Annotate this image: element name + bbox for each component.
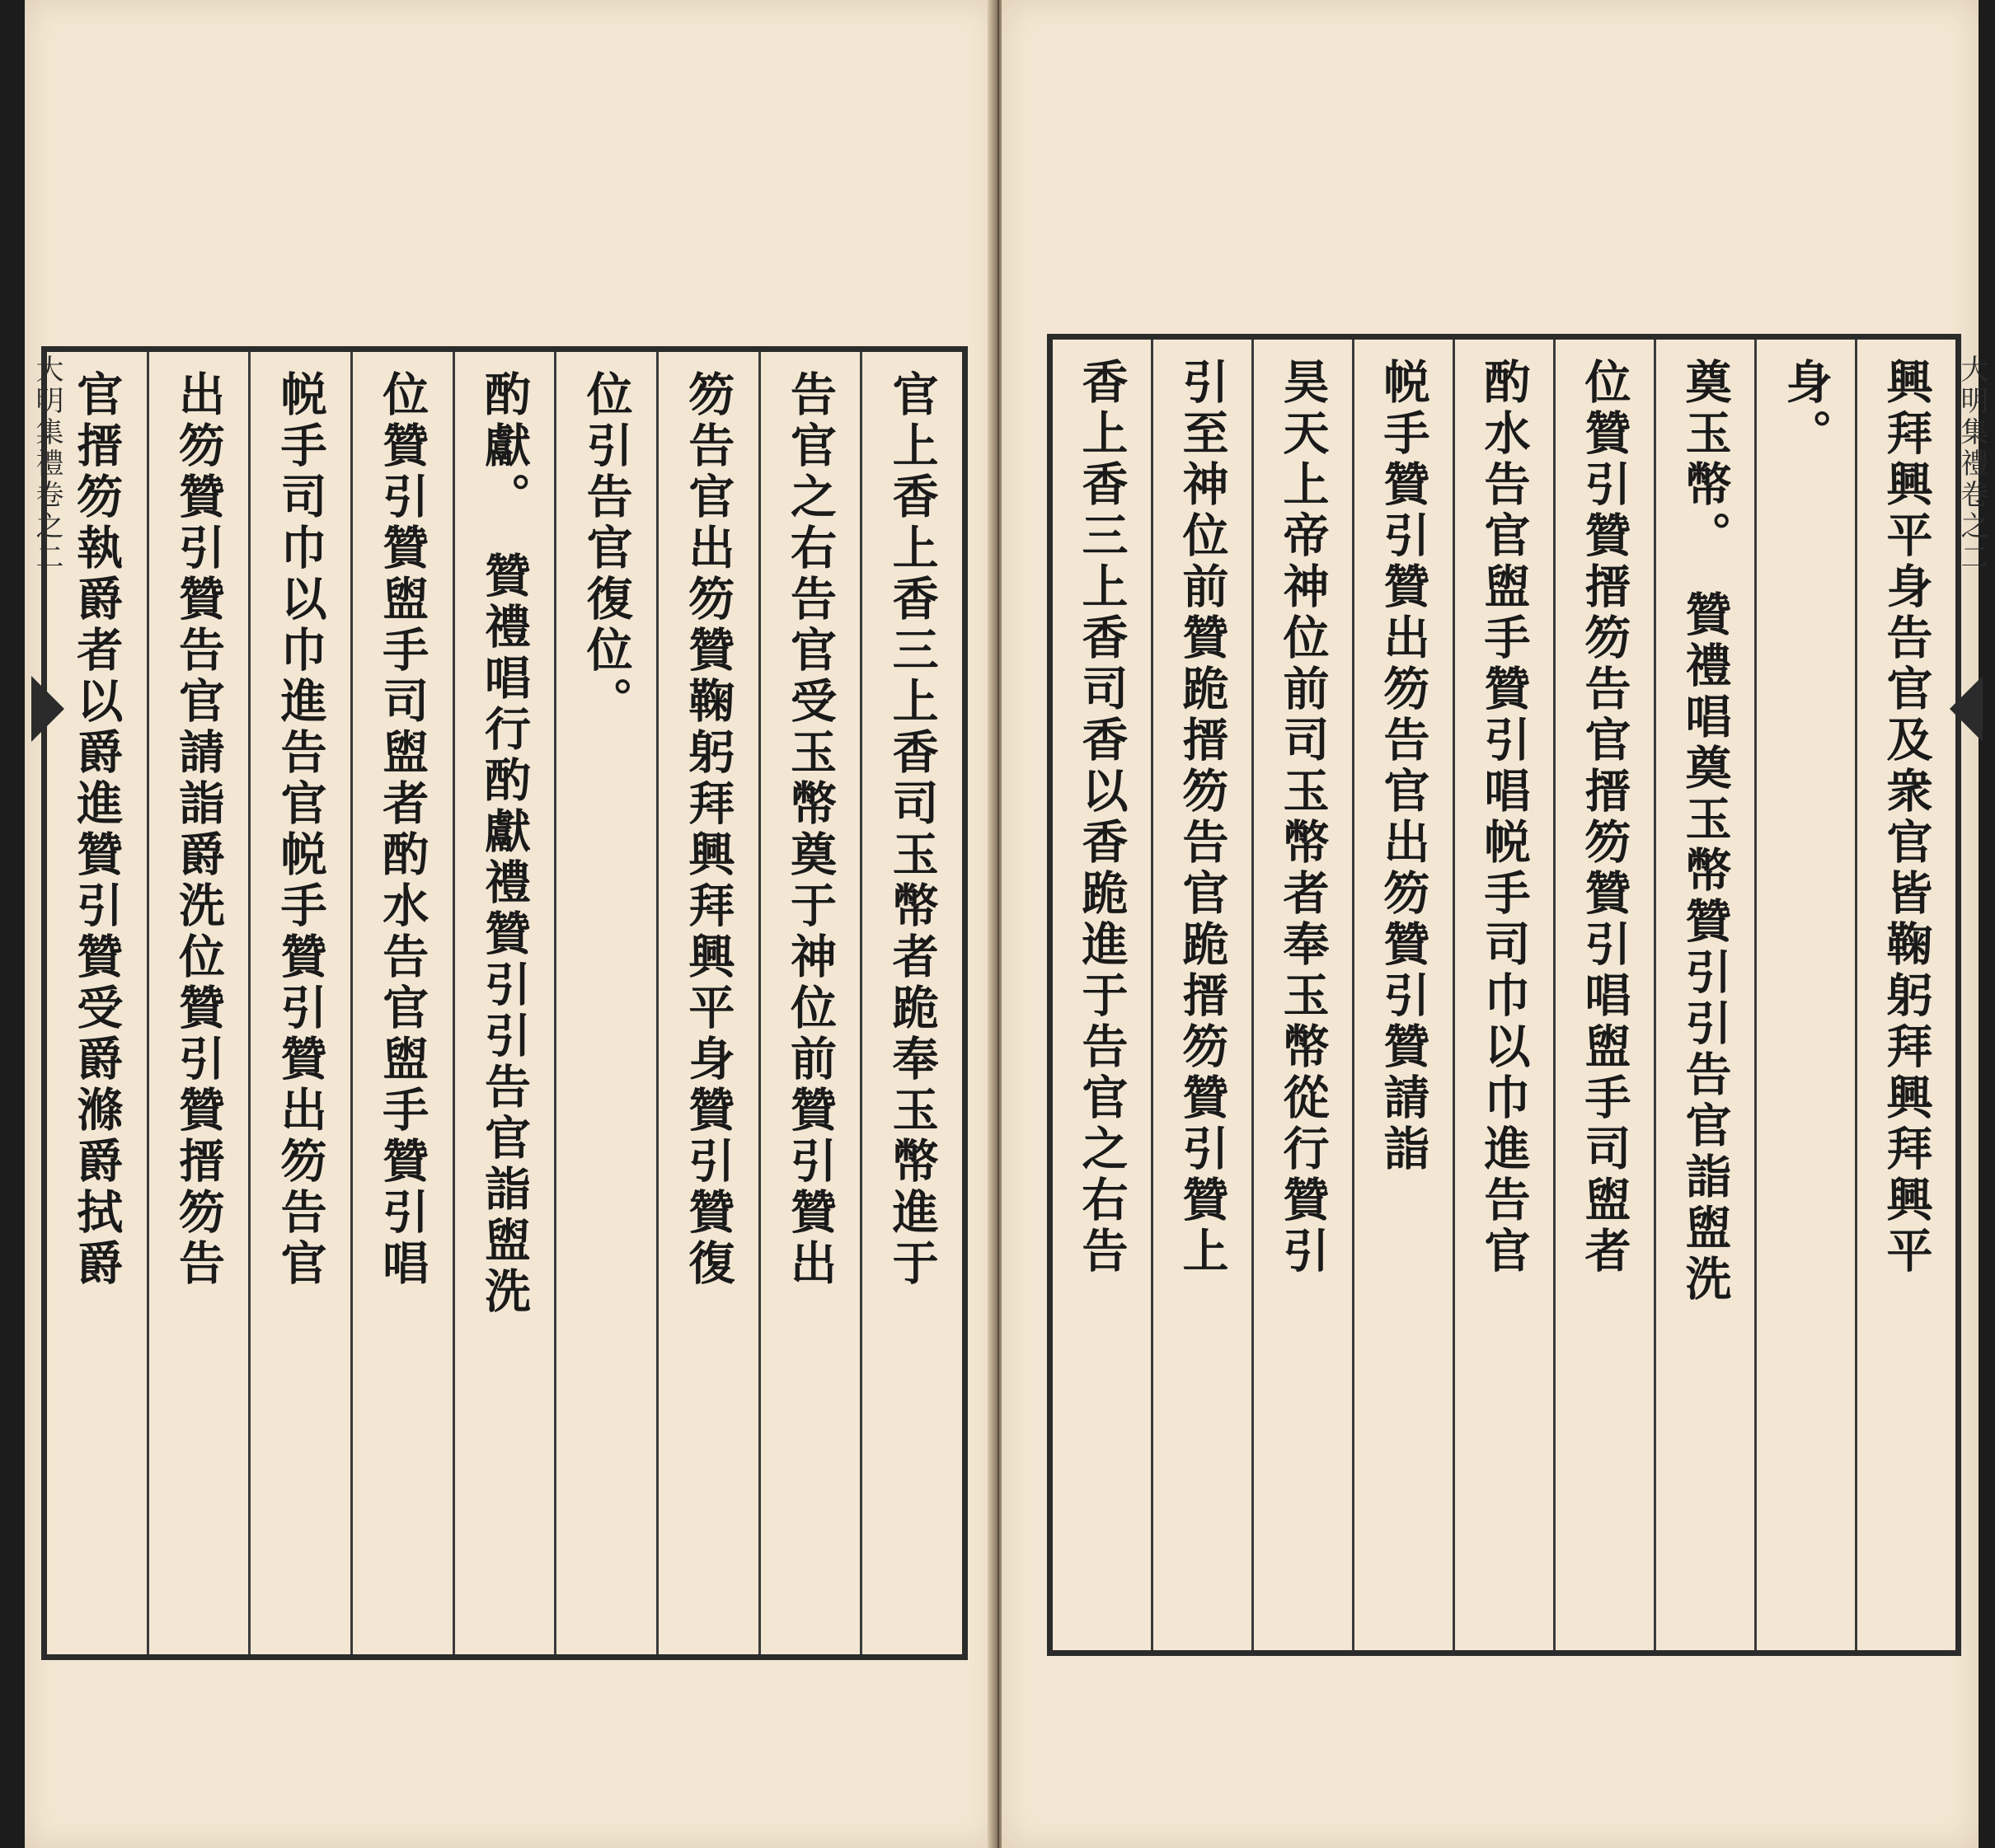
column-text: 帨手贊引贊出笏告官出笏贊引贊請詣 (1376, 358, 1431, 1175)
text-column (860, 352, 962, 1654)
text-column (147, 352, 249, 1654)
column-text: 出笏贊引贊告官請詣爵洗位贊引贊搢笏告 (171, 370, 226, 1290)
column-text: 香上香三上香司香以香跪進于告官之右告 (1074, 358, 1129, 1278)
right-text-frame (1047, 334, 1961, 1656)
column-text: 位贊引贊盥手司盥者酌水告官盥手贊引唱 (375, 370, 430, 1290)
column-text: 笏告官出笏贊鞠躬拜興拜興平身贊引贊復 (681, 370, 736, 1290)
text-column (1053, 340, 1151, 1650)
text-column (554, 352, 656, 1654)
text-column (248, 352, 350, 1654)
column-text: 位引告官復位。 (579, 370, 634, 728)
right-page-margin-label (1950, 354, 1995, 1624)
column-text: 酌水告官盥手贊引唱帨手司巾以巾進告官 (1476, 358, 1532, 1278)
text-column (1251, 340, 1352, 1650)
column-text: 昊天上帝神位前司玉幣者奉玉幣從行贊引 (1275, 358, 1331, 1278)
text-column (1654, 340, 1754, 1650)
text-column (47, 352, 147, 1654)
text-column (1855, 340, 1955, 1650)
text-column (1352, 340, 1453, 1650)
margin-label-text: 大明集禮卷之二 (31, 354, 63, 574)
column-text: 告官之右告官受玉幣奠于神位前贊引贊出 (782, 370, 838, 1290)
column-text: 身。 (1778, 358, 1833, 460)
text-column (1754, 340, 1855, 1650)
text-column (350, 352, 453, 1654)
column-text: 官搢笏執爵者以爵進贊引贊受爵滌爵拭爵 (69, 370, 124, 1290)
right-page (1002, 0, 1988, 1848)
column-text: 位贊引贊搢笏告官搢笏贊引唱盥手司盥者 (1577, 358, 1632, 1278)
text-column (656, 352, 758, 1654)
left-text-frame (41, 346, 968, 1660)
text-column (1553, 340, 1654, 1650)
text-column (1151, 340, 1251, 1650)
text-column (758, 352, 861, 1654)
margin-label-text: 大明集禮卷之二 (1955, 354, 1988, 574)
column-text: 奠玉幣。 贊禮唱奠玉幣贊引引告官詣盥洗 (1678, 358, 1733, 1306)
text-column (1453, 340, 1553, 1650)
text-column (453, 352, 555, 1654)
column-text: 興拜興平身告官及衆官皆鞠躬拜興拜興平 (1879, 358, 1934, 1278)
column-text: 引至神位前贊跪搢笏告官跪搢笏贊引贊上 (1175, 358, 1230, 1278)
column-text: 酌獻。 贊禮唱行酌獻禮贊引引告官詣盥洗 (476, 370, 532, 1318)
column-text: 帨手司巾以巾進告官帨手贊引贊出笏告官 (273, 370, 328, 1290)
column-text: 官上香上香三上香司玉幣者跪奉玉幣進于 (885, 370, 940, 1290)
left-page (25, 0, 998, 1848)
